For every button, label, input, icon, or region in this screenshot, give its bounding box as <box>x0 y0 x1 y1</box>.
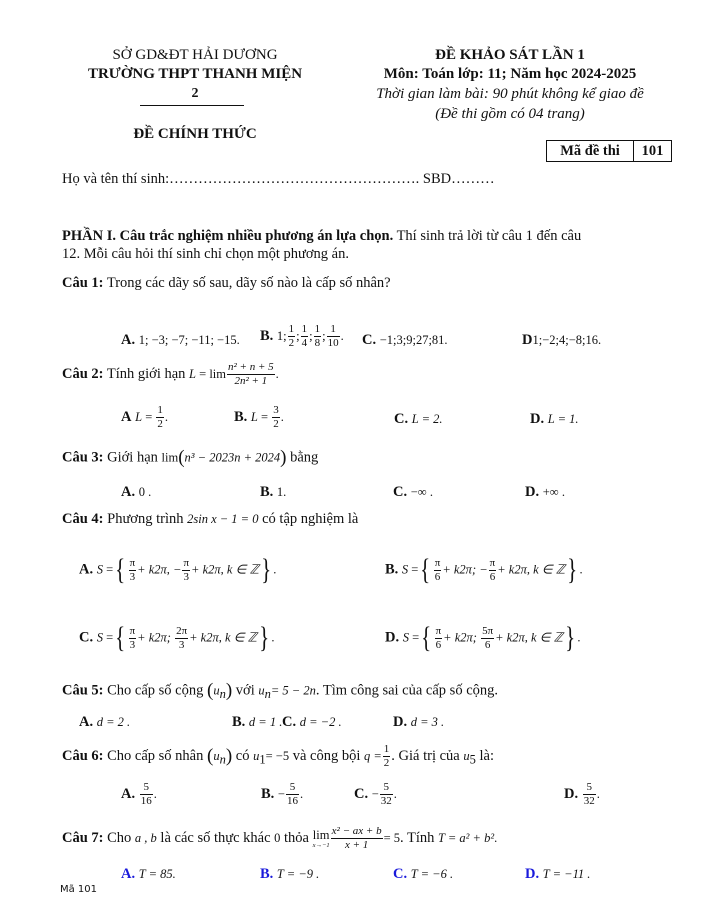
fraction: $\frac{2\pi}{3}$ <box>176 624 188 651</box>
q6-option-b[interactable]: B. − $\frac{5}{16}$ . <box>261 781 304 807</box>
q4-option-d[interactable]: D. S ={ $\frac{\pi}{6}$ + k2π; $\frac{5\pi}{6}$ + k2π, k ∈ ℤ} . <box>385 621 581 654</box>
fraction: $\frac{\pi}{3}$ <box>129 556 136 583</box>
q6-option-a[interactable]: A. $\frac{5}{16}$ . <box>121 781 157 807</box>
question-3-text-after: bằng <box>286 449 319 466</box>
option-key: D. <box>393 714 408 730</box>
option-text: −∞ . <box>410 485 433 499</box>
option-text: 1. <box>276 485 287 499</box>
exam-code-value: 101 <box>641 143 664 159</box>
question-5: Câu 5: Cho cấp số cộng $(u_n)$ với $u_n= 5 - 2n$. Tìm công sai của cấp số cộng. <box>62 680 499 702</box>
question-6-label: Câu 6: <box>62 747 104 764</box>
q6-option-d[interactable]: D. $\frac{5}{32}$ . <box>564 781 600 807</box>
option-key: C. <box>362 332 377 348</box>
option-key: D. <box>525 866 540 882</box>
math-lim: lim <box>161 450 179 465</box>
q1-option-d[interactable] <box>522 332 601 349</box>
q4-option-b[interactable]: B. S ={ $\frac{\pi}{6}$ + k2π; − $\frac{\pi}{6}$ + k2π, k ∈ ℤ} . <box>385 553 583 586</box>
option-text: L = 2. <box>411 412 443 426</box>
option-key: A. <box>121 866 136 882</box>
math-lim: lim <box>209 366 226 381</box>
student-sbd-label: SBD……… <box>419 171 495 187</box>
option-text: L = 1. <box>547 412 579 426</box>
question-4-label: Câu 4: <box>62 511 104 527</box>
option-text: −1;3;9;27;81. <box>379 333 448 347</box>
q1-option-b[interactable]: B. 1; $\frac{1}{2}$ ; $\frac{1}{4}$ ; $\frac{1}{8}$ ; $\frac{1}{10}$ . <box>260 323 344 349</box>
question-2-label: Câu 2: <box>62 365 104 382</box>
option-text: d = −2 . <box>299 715 342 729</box>
q5-option-c[interactable] <box>282 714 342 731</box>
fraction: $\frac{3}{2}$ <box>273 404 279 430</box>
fraction: $\frac{1}{2}$ <box>383 743 390 769</box>
fraction: $\frac{5\pi}{6}$ <box>482 624 494 651</box>
fraction: $\frac{\pi}{3}$ <box>183 556 190 583</box>
question-4 <box>62 511 358 528</box>
math-expression: n³ − 2023n + 2024 <box>184 450 281 465</box>
option-key: C. <box>393 484 408 500</box>
fraction: $\frac{\text{n² + n + 5}}{\text{2n² + 1}}$ <box>227 361 274 387</box>
question-3-text: Giới hạn <box>103 449 162 466</box>
option-text: T = −6 . <box>410 867 454 881</box>
exam-title: ĐỀ KHẢO SÁT LẦN 1 <box>435 47 585 63</box>
option-key: A <box>121 408 132 425</box>
question-6-text: Cho cấp số nhân <box>103 747 207 764</box>
option-key: B. <box>234 408 248 425</box>
exam-pages: (Đề thi gồm có 04 trang) <box>435 106 585 122</box>
option-prefix: 1; <box>276 328 287 343</box>
option-key: B. <box>260 327 274 344</box>
math-var: L <box>189 366 196 381</box>
header-dept: SỞ GD&ĐT HẢI DƯƠNG <box>112 47 278 63</box>
option-key: A. <box>121 332 136 348</box>
fraction: $\frac{\pi}{6}$ <box>435 624 442 651</box>
student-info-line <box>62 171 495 188</box>
question-7-label: Câu 7: <box>62 829 104 846</box>
page-footer: Mã 101 <box>60 884 98 895</box>
fraction: $\frac{5}{32}$ <box>380 781 392 807</box>
option-key: D. <box>564 785 579 802</box>
header-school: TRƯỜNG THPT THANH MIỆN <box>87 66 303 82</box>
q3-option-c[interactable] <box>393 484 433 501</box>
question-7: Câu 7: Cho a , b là các số thực khác 0 thỏa lim x→−1 $\frac{\text{x² − ax + b}}{x + 1}$ = 5. Tính T = a² + b². <box>62 825 498 851</box>
q5-option-a[interactable] <box>79 714 130 731</box>
fraction: $\frac{1}{4}$ <box>301 323 308 349</box>
option-key: B. <box>261 785 275 802</box>
option-key: B. <box>260 866 274 882</box>
option-key: A. <box>79 561 94 578</box>
math-formula: = 5 − 2n <box>270 683 316 698</box>
q7-option-a[interactable] <box>121 866 176 883</box>
part1-heading <box>62 228 581 245</box>
q3-option-b[interactable] <box>260 484 286 501</box>
option-suffix: . <box>340 328 344 343</box>
question-5-text: Cho cấp số cộng <box>103 682 207 699</box>
question-5-label: Câu 5: <box>62 682 104 699</box>
q2-option-b[interactable]: B. L = $\frac{3}{2}$ . <box>234 404 284 430</box>
option-text: d = 2 . <box>96 715 131 729</box>
fraction: $\frac{\pi}{6}$ <box>434 556 441 583</box>
part1-instruction-1: Thí sinh trả lời từ câu 1 đến câu <box>393 228 582 244</box>
q5-option-b[interactable] <box>232 714 282 731</box>
q1-option-c[interactable] <box>362 332 448 349</box>
option-text: 0 . <box>138 485 152 499</box>
exam-code-box <box>546 140 672 162</box>
header-number: 2 <box>191 86 199 101</box>
math-equation: 2sin x − 1 = 0 <box>187 512 259 526</box>
q3-option-d[interactable] <box>525 484 565 501</box>
math-var: L <box>135 409 143 424</box>
part1-instruction-line2: 12. Mỗi câu hỏi thí sinh chỉ chọn một phương án. <box>62 246 349 262</box>
question-4-text-after: có tập nghiệm là <box>262 511 359 527</box>
question-6: Câu 6: Cho cấp số nhân $(u_n)$ có $u_1= -5$ và công bội q = $\frac{1}{2}$ . Giá trị của $u_5$ là: <box>62 743 494 769</box>
math-var: L <box>250 409 258 424</box>
option-text: T = −9 . <box>276 867 320 881</box>
q3-option-a[interactable] <box>121 484 151 501</box>
question-3-label: Câu 3: <box>62 449 104 466</box>
exam-subject: Môn: Toán lớp: 11; Năm học 2024-2025 <box>383 66 637 82</box>
option-key: B. <box>232 714 246 730</box>
option-key: D. <box>530 411 545 427</box>
question-4-text: Phương trình <box>103 511 188 527</box>
option-key: D <box>522 332 533 348</box>
fraction: $\frac{5}{16}$ <box>140 781 152 807</box>
option-key: B. <box>260 484 274 500</box>
question-1-label: Câu 1: <box>62 275 104 291</box>
math-formula: T = a² + b² <box>438 830 495 845</box>
option-key: C. <box>394 411 409 427</box>
question-2: Câu 2: Tính giới hạn L = lim $\frac{\text{n² + n + 5}}{\text{2n² + 1}}$ . <box>62 361 279 387</box>
fraction: $\frac{1}{2}$ <box>157 404 163 430</box>
option-text: T = −11 . <box>542 867 591 881</box>
exam-code-label: Mã đề thi <box>547 141 634 161</box>
question-1 <box>62 275 391 292</box>
fraction: $\frac{1}{10}$ <box>327 323 339 349</box>
q7-option-b[interactable] <box>260 866 319 883</box>
part1-title: PHẦN I. Câu trắc nghiệm nhiều phương án lựa chọn. <box>62 228 394 244</box>
official-label: ĐỀ CHÍNH THỨC <box>133 126 257 142</box>
exam-time: Thời gian làm bài: 90 phút không kể giao đề <box>376 86 644 102</box>
fraction: $\frac{\text{x² − ax + b}}{x + 1}$ <box>331 825 382 851</box>
q7-option-d[interactable] <box>525 866 590 883</box>
q2-option-d[interactable] <box>530 411 579 428</box>
option-text: d = 3 . <box>410 715 445 729</box>
question-2-text: Tính giới hạn <box>103 365 190 382</box>
option-key: A. <box>79 714 94 730</box>
option-key: D. <box>385 629 400 646</box>
q6-option-c[interactable]: C. − $\frac{5}{32}$ . <box>354 781 397 807</box>
q4-option-c[interactable]: C. S ={ $\frac{\pi}{3}$ + k2π; $\frac{2\pi}{3}$ + k2π, k ∈ ℤ} . <box>79 621 275 654</box>
question-3: Câu 3: Giới hạn lim(n³ − 2023n + 2024) bằng <box>62 447 319 468</box>
option-key: C. <box>79 629 94 646</box>
fraction: $\frac{1}{8}$ <box>314 323 321 349</box>
option-key: D. <box>525 484 540 500</box>
header-divider <box>140 105 244 106</box>
fraction: $\frac{1}{2}$ <box>288 323 295 349</box>
q5-option-d[interactable] <box>393 714 444 731</box>
option-text: 1;−2;4;−8;16. <box>532 333 602 347</box>
q2-option-c[interactable] <box>394 411 443 428</box>
option-key: B. <box>385 561 399 578</box>
q1-option-a[interactable] <box>121 332 240 349</box>
q2-option-a[interactable]: A L = $\frac{1}{2}$ . <box>121 404 168 430</box>
q4-option-a[interactable]: A. S ={ $\frac{\pi}{3}$ + k2π, − $\frac{\pi}{3}$ + k2π, k ∈ ℤ} . <box>79 553 277 586</box>
option-text: +∞ . <box>542 485 565 499</box>
question-1-text: Trong các dãy số sau, dãy số nào là cấp số nhân? <box>103 275 391 291</box>
option-text: 1; −3; −7; −11; −15. <box>138 333 240 347</box>
fraction: $\frac{\pi}{6}$ <box>489 556 496 583</box>
limit-operator: lim x→−1 <box>312 828 330 849</box>
q7-option-c[interactable] <box>393 866 453 883</box>
fraction: $\frac{5}{32}$ <box>583 781 595 807</box>
option-text: T = 85. <box>138 867 176 881</box>
fraction: $\frac{5}{16}$ <box>286 781 298 807</box>
option-key: C. <box>282 714 297 730</box>
option-text: d = 1 . <box>248 715 283 729</box>
fraction: $\frac{\pi}{3}$ <box>129 624 136 651</box>
student-name-label: Họ và tên thí sinh:……………………………………………. <box>62 171 420 187</box>
option-key: A. <box>121 785 136 802</box>
option-key: C. <box>354 785 369 802</box>
question-7-text: Cho <box>103 829 135 846</box>
option-key: C. <box>393 866 408 882</box>
option-key: A. <box>121 484 136 500</box>
